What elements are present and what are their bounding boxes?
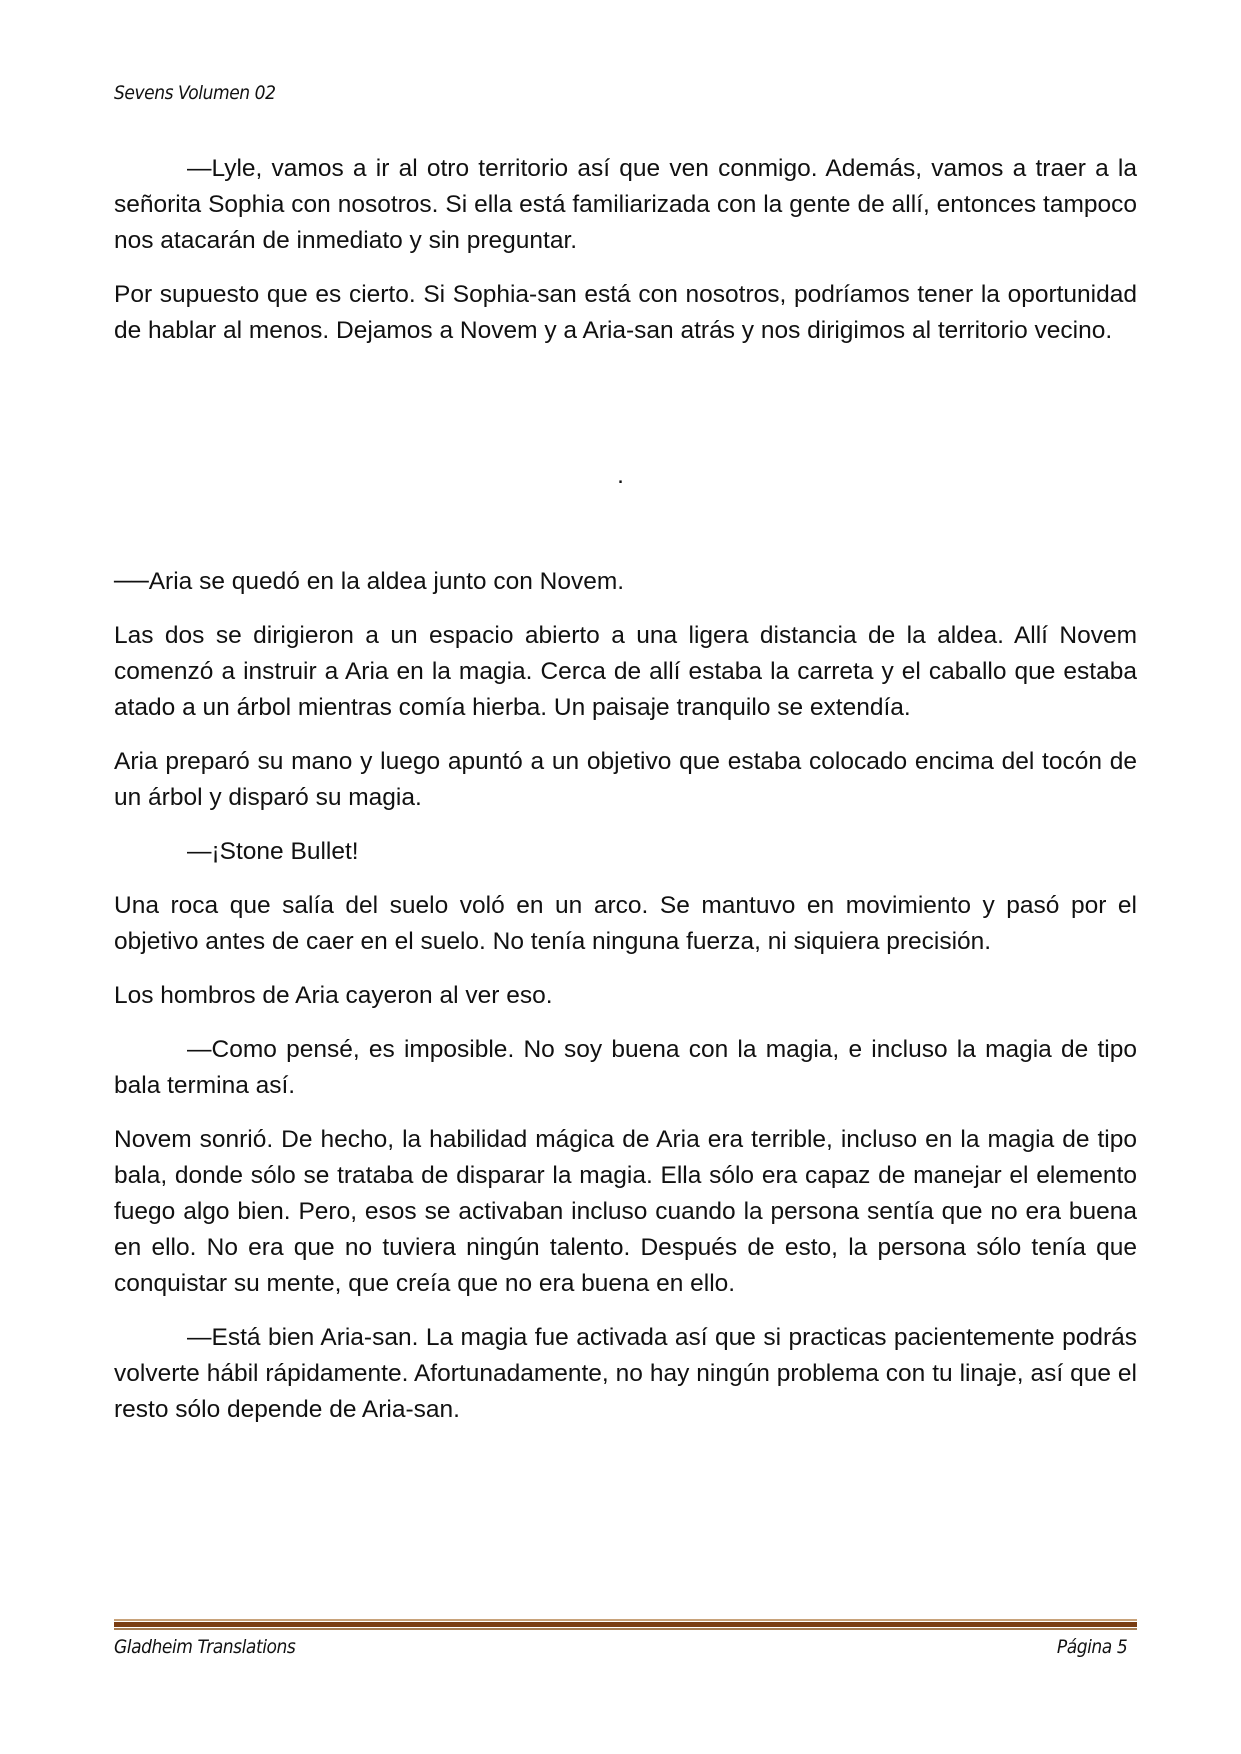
narration-paragraph: Los hombros de Aria cayeron al ver eso. xyxy=(114,982,553,1009)
section-1 xyxy=(114,151,1137,367)
footer-page-number: Página 5 xyxy=(1056,1636,1127,1658)
narration-paragraph: Las dos se dirigieron a un espacio abierto a una ligera distancia de la aldea. Allí Novem comenzó a instruir a Aria en la magia. Cerca de allí estaba la carreta y el caballo que estaba atado a un árbol mientras comía hierba. Un paisaje tranquilo se extendía. xyxy=(114,622,1137,721)
scene-separator: . xyxy=(617,462,624,489)
running-header: Sevens Volumen 02 xyxy=(114,82,276,104)
dialogue-paragraph: —Está bien Aria-san. La magia fue activada así que si practicas pacientemente podrás volverte hábil rápidamente. Afortunadamente, no hay ningún problema con tu linaje, así que el resto sólo depende de Aria-san. xyxy=(114,1324,1137,1423)
narration-paragraph: Aria preparó su mano y luego apuntó a un objetivo que estaba colocado encima del tocón de un árbol y disparó su magia. xyxy=(114,748,1137,811)
footer-divider xyxy=(114,1619,1137,1630)
narration-paragraph: Por supuesto que es cierto. Si Sophia-san está con nosotros, podríamos tener la oportunidad de hablar al menos. Dejamos a Novem y a Aria-san atrás y nos dirigimos al territorio vecino. xyxy=(114,281,1137,344)
section-2 xyxy=(114,564,1137,1446)
dialogue-paragraph: —¡Stone Bullet! xyxy=(187,838,359,865)
footer-translator: Gladheim Translations xyxy=(114,1636,296,1658)
narration-paragraph: Una roca que salía del suelo voló en un arco. Se mantuvo en movimiento y pasó por el objetivo antes de caer en el suelo. No tenía ninguna fuerza, ni siquiera precisión. xyxy=(114,892,1137,955)
dialogue-paragraph: —Como pensé, es imposible. No soy buena con la magia, e incluso la magia de tipo bala termina así. xyxy=(114,1036,1137,1099)
dialogue-paragraph: —Lyle, vamos a ir al otro territorio así que ven conmigo. Además, vamos a traer a la señorita Sophia con nosotros. Si ella está familiarizada con la gente de allí, entonces tampoco nos atacarán de inmediato y sin preguntar. xyxy=(114,155,1137,254)
narration-paragraph: Novem sonrió. De hecho, la habilidad mágica de Aria era terrible, incluso en la magia de tipo bala, donde sólo se trataba de disparar la magia. Ella sólo era capaz de manejar el elemento fuego algo bien. Pero, esos se activaban incluso cuando la persona sentía que no era buena en ello. No era que no tuviera ningún talento. Después de esto, la persona sólo tenía que conquistar su mente, que creía que no era buena en ello. xyxy=(114,1126,1137,1297)
narration-paragraph: ──Aria se quedó en la aldea junto con Novem. xyxy=(114,568,625,595)
